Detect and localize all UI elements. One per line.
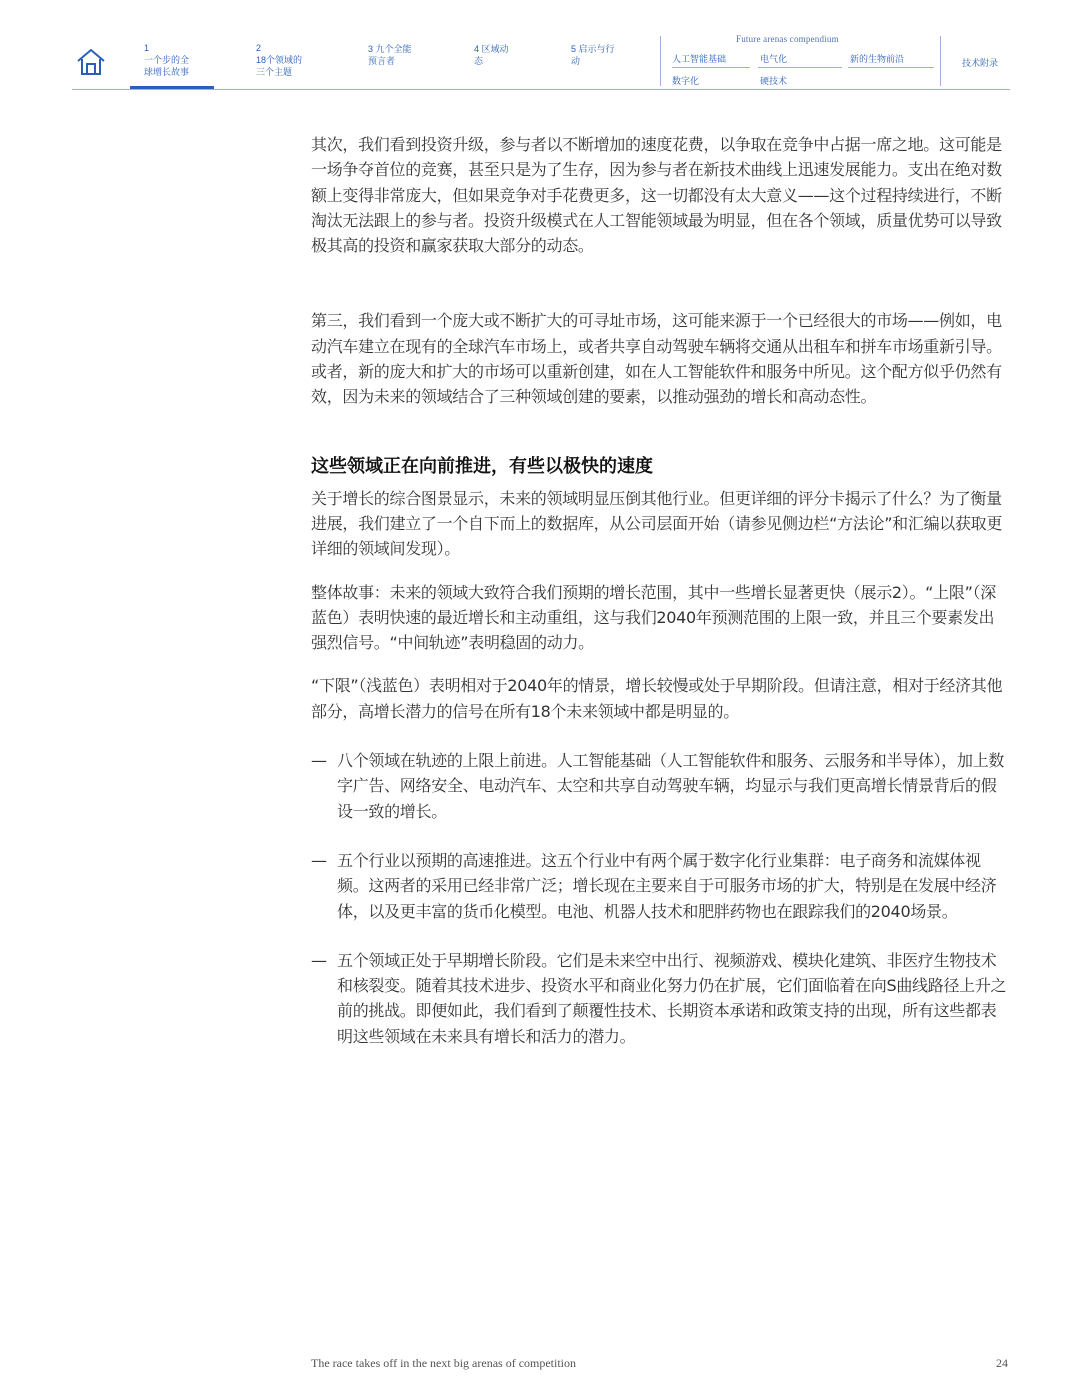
compendium-item-digital[interactable]: 数字化 — [672, 76, 700, 86]
nav-item-label: 一个步的全 — [144, 55, 190, 65]
nav-item-label: 球增长故事 — [144, 67, 190, 77]
nav-item-chapter-1[interactable] — [144, 42, 189, 78]
bullet-text: 五个行业以预期的高速推进。这五个行业中有两个属于数字化行业集群：电子商务和流媒体视频。这两者的采用已经非常广泛；增长现在主要来自于可服务市场的扩大，特别是在发展中经济体，以及更丰富的货币化模型。电池、机器人技术和肥胖药物也在跟踪我们的2040场景。 — [337, 850, 997, 921]
compendium-item-electrification[interactable]: 电气化 — [760, 54, 788, 64]
bullet-text: 八个领域在轨迹的上限上前进。人工智能基础（人工智能软件和服务、云服务和半导体），加上数字广告、网络安全、电动汽车、太空和共享自动驾驶车辆，均显示与我们更高增长情景背后的假设一致的增长。 — [337, 751, 1005, 821]
nav-item-label: 三个主题 — [256, 67, 293, 77]
nav-item-chapter-5[interactable] — [571, 43, 615, 67]
nav-item-chapter-2[interactable] — [256, 42, 302, 78]
top-navigation — [0, 0, 1080, 92]
nav-item-chapter-4[interactable] — [474, 43, 509, 67]
paragraph-market: 第三，我们看到一个庞大或不断扩大的可寻址市场，这可能来源于一个已经很大的市场——例如，电动汽车建立在现有的全球汽车市场上，或者共享自动驾驶车辆将交通从出租车和拼车市场重新引导。或者，新的庞大和扩大的市场可以重新创建，如在人工智能软件和服务中所见。这个配方似乎仍然有效，因为未来的领域结合了三种领域创建的要素，以推动强劲的增长和高动态性。 — [311, 311, 1002, 407]
paragraph-investment: 其次，我们看到投资升级，参与者以不断增加的速度花费，以争取在竞争中占据一席之地。这可能是一场争夺首位的竞赛，甚至只是为了生存，因为参与者在新技术曲线上迅速发展能力。支出在绝对数额上变得非常庞大，但如果竞争对手花费更多，这一切都没有太大意义——这个过程持续进行，不断淘汰无法跟上的参与者。投资升级模式在人工智能领域最为明显，但在各个领域，质量优势可以导致极其高的投资和赢家获取大部分的动态。 — [311, 135, 1002, 256]
bullet-dash: — — [311, 950, 327, 970]
nav-divider — [660, 36, 661, 86]
nav-item-chapter-3[interactable] — [368, 43, 412, 67]
compendium-item-ai[interactable]: 人工智能基础 — [672, 54, 727, 64]
compendium-rule — [758, 67, 842, 68]
compendium-title: Future arenas compendium — [736, 34, 839, 44]
compendium-rule — [672, 67, 750, 68]
compendium-rule — [848, 67, 934, 68]
nav-item-label: 预言者 — [368, 56, 396, 66]
section-heading: 这些领域正在向前推进，有些以极快的速度 — [311, 455, 653, 477]
bullet-item-early — [311, 948, 1007, 1049]
compendium-item-hardtech[interactable]: 硬技术 — [760, 76, 788, 86]
paragraph-overall-story: 整体故事：未来的领域大致符合我们预期的增长范围，其中一些增长显著更快（展示2）。“上限”（深蓝色）表明快速的最近增长和主动重组，这与我们2040年预测范围的上限一致，并且三个要素发出强烈信号。“中间轨迹”表明稳固的动力。 — [311, 582, 996, 653]
compendium-item-bio[interactable]: 新的生物前沿 — [850, 54, 905, 64]
home-icon[interactable] — [76, 48, 106, 76]
bullet-dash: — — [311, 850, 327, 870]
footer-report-title: The race takes off in the next big arenas of competition — [311, 1356, 577, 1370]
nav-divider — [940, 36, 941, 86]
nav-item-number: 1 — [144, 43, 150, 53]
nav-item-appendix[interactable]: 技术附录 — [962, 59, 999, 69]
nav-item-number: 2 — [256, 43, 262, 53]
page-number: 24 — [996, 1356, 1008, 1370]
bullet-text: 五个领域正处于早期增长阶段。它们是未来空中出行、视频游戏、模块化建筑、非医疗生物技术和核裂变。随着其技术进步、投资水平和商业化努力仍在扩展，它们面临着在向S曲线路径上升之前的挑战。即便如此，我们看到了颠覆性技术、长期资本承诺和政策支持的出现，所有这些都表明这些领域在未来具有增长和活力的潜力。 — [337, 950, 1007, 1046]
nav-item-label: 态 — [474, 56, 484, 66]
nav-item-label: 3 九个全能 — [368, 44, 412, 54]
bullet-dash: — — [311, 751, 327, 771]
article-body — [311, 132, 1007, 1049]
nav-item-label: 18个领域的 — [256, 55, 303, 65]
paragraph-lower-bound: “下限”（浅蓝色）表明相对于2040年的情景，增长较慢或处于早期阶段。但请注意，相对于经济其他部分，高增长潜力的信号在所有18个未来领域中都是明显的。 — [311, 676, 1003, 721]
bullet-item-upper — [311, 748, 1007, 824]
nav-item-label: 动 — [571, 56, 581, 66]
bullet-item-expected — [311, 848, 1007, 924]
nav-item-label: 5 启示与行 — [571, 44, 615, 54]
nav-underline — [72, 89, 1010, 90]
nav-item-label: 4 区域动 — [474, 44, 509, 54]
paragraph-scorecard: 关于增长的综合图景显示，未来的领域明显压倒其他行业。但更详细的评分卡揭示了什么？为了衡量进展，我们建立了一个自下而上的数据库，从公司层面开始（请参见侧边栏“方法论”和汇编以获取更详细的领域间发现）。 — [311, 488, 1003, 559]
